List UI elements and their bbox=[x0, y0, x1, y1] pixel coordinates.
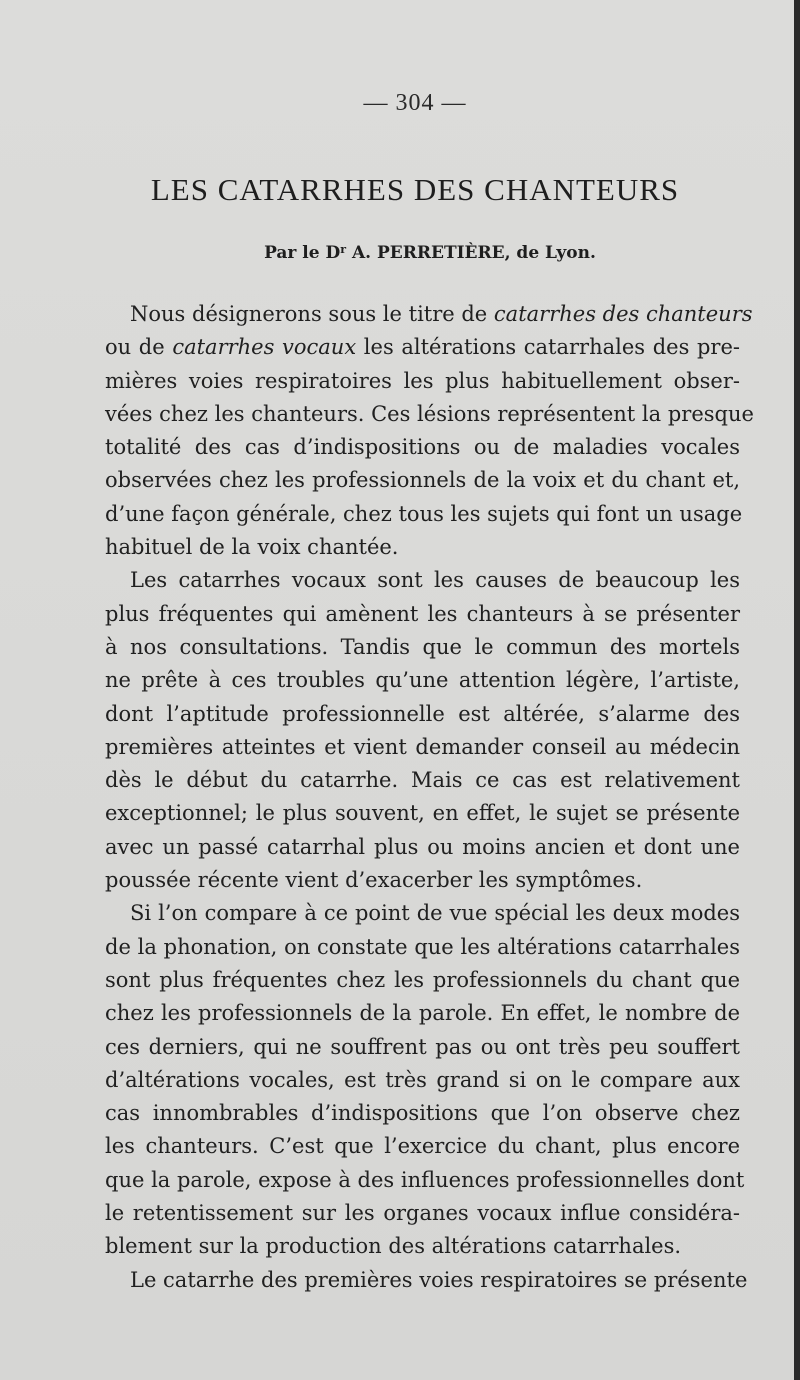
text-run: mières voies respiratoires les plus habituellement obser- bbox=[105, 368, 740, 393]
text-run: Nous désignerons sous le titre de bbox=[130, 302, 494, 326]
text-run: Le catarrhe des premières voies respiratoires se présente bbox=[130, 1267, 748, 1292]
text-line bbox=[105, 1197, 740, 1230]
text-line bbox=[105, 398, 754, 431]
text-line bbox=[105, 1164, 745, 1197]
text-line bbox=[105, 997, 740, 1030]
text-line bbox=[105, 864, 740, 897]
text-line bbox=[105, 365, 740, 398]
paragraph bbox=[105, 1264, 748, 1297]
text-line bbox=[105, 698, 740, 731]
text-run: plus fréquentes qui amènent les chanteurs à se présenter bbox=[105, 601, 740, 626]
author-name: A. PERRETIÈRE, de Lyon. bbox=[346, 243, 596, 263]
text-line bbox=[105, 831, 740, 864]
text-line bbox=[105, 731, 740, 764]
text-run: Si l’on compare à ce point de vue spécial les deux modes bbox=[130, 901, 740, 926]
text-line bbox=[105, 797, 740, 830]
text-line bbox=[105, 964, 740, 997]
text-line bbox=[105, 331, 740, 364]
text-run: avec un passé catarrhal plus ou moins ancien et dont une bbox=[105, 834, 740, 859]
text-run: totalité des cas d’indispositions ou de maladies vocales bbox=[105, 435, 740, 460]
text-line bbox=[105, 464, 740, 497]
text-run: cas innombrables d’indispositions que l’on observe chez bbox=[105, 1101, 740, 1126]
text-line bbox=[105, 664, 740, 697]
text-line bbox=[105, 1264, 748, 1297]
text-run: de la phonation, on constate que les altérations catarrhales bbox=[105, 934, 740, 959]
text-line bbox=[105, 1130, 740, 1163]
text-run: ces derniers, qui ne souffrent pas ou ont très peu souffert bbox=[105, 1034, 740, 1059]
text-run: premières atteintes et vient demander conseil au médecin bbox=[105, 734, 740, 759]
page-number: — 304 — bbox=[363, 90, 467, 116]
article-author bbox=[0, 243, 800, 263]
author-prefix: Par le D bbox=[264, 243, 341, 263]
text-line bbox=[105, 1064, 740, 1097]
text-line bbox=[105, 298, 753, 331]
text-line bbox=[105, 498, 743, 531]
text-run: Les catarrhes vocaux sont les causes de beaucoup les bbox=[130, 568, 740, 593]
article-body bbox=[105, 298, 754, 1297]
paragraph bbox=[105, 897, 745, 1263]
italic-term: catarrhes vocaux bbox=[172, 335, 357, 360]
text-run: chez les professionnels de la parole. En effet, le nombre de bbox=[105, 1001, 740, 1026]
text-run: les chanteurs. C’est que l’exercice du chant, plus encore bbox=[105, 1134, 740, 1159]
text-line bbox=[105, 1097, 740, 1130]
text-line bbox=[105, 431, 740, 464]
text-run: dès le début du catarrhe. Mais ce cas est relativement bbox=[105, 768, 740, 793]
text-run: dont l’aptitude professionnelle est altérée, s’alarme des bbox=[105, 701, 740, 726]
text-line bbox=[105, 1230, 740, 1263]
text-run: d’altérations vocales, est très grand si on le compare aux bbox=[105, 1067, 740, 1092]
italic-term: catarrhes des chanteurs bbox=[493, 302, 753, 326]
text-run: vées chez les chanteurs. Ces lésions représentent la presque bbox=[105, 401, 754, 426]
text-run: d’une façon générale, chez tous les sujets qui font un usage bbox=[105, 501, 743, 526]
text-run: ne prête à ces troubles qu’une attention légère, l’artiste, bbox=[105, 668, 740, 693]
text-run: à nos consultations. Tandis que le commun des mortels bbox=[105, 634, 740, 659]
text-line bbox=[105, 931, 740, 964]
text-line bbox=[105, 764, 740, 797]
text-line bbox=[105, 531, 740, 564]
text-line bbox=[105, 631, 740, 664]
text-run: sont plus fréquentes chez les professionnels du chant que bbox=[105, 967, 740, 992]
text-line bbox=[105, 564, 740, 597]
text-run: habituel de la voix chantée. bbox=[105, 535, 399, 560]
text-line bbox=[105, 598, 740, 631]
text-run: le retentissement sur les organes vocaux influe considéra- bbox=[105, 1201, 740, 1226]
text-line bbox=[105, 1031, 740, 1064]
text-run: les altérations catarrhales des pre- bbox=[356, 335, 740, 360]
text-run: exceptionnel; le plus souvent, en effet, le sujet se présente bbox=[105, 801, 740, 826]
paragraph bbox=[105, 564, 740, 897]
paragraph bbox=[105, 298, 754, 564]
text-run: observées chez les professionnels de la voix et du chant et, bbox=[105, 468, 740, 493]
text-run: ou de bbox=[105, 335, 173, 360]
text-run: poussée récente vient d’exacerber les symptômes. bbox=[105, 868, 643, 893]
article-title: LES CATARRHES DES CHANTEURS bbox=[150, 172, 680, 207]
text-run: que la parole, expose à des influences professionnelles dont bbox=[105, 1167, 745, 1192]
text-line bbox=[105, 897, 740, 930]
author-prefix-superscript: r bbox=[340, 243, 347, 256]
text-run: blement sur la production des altérations catarrhales. bbox=[105, 1234, 682, 1259]
